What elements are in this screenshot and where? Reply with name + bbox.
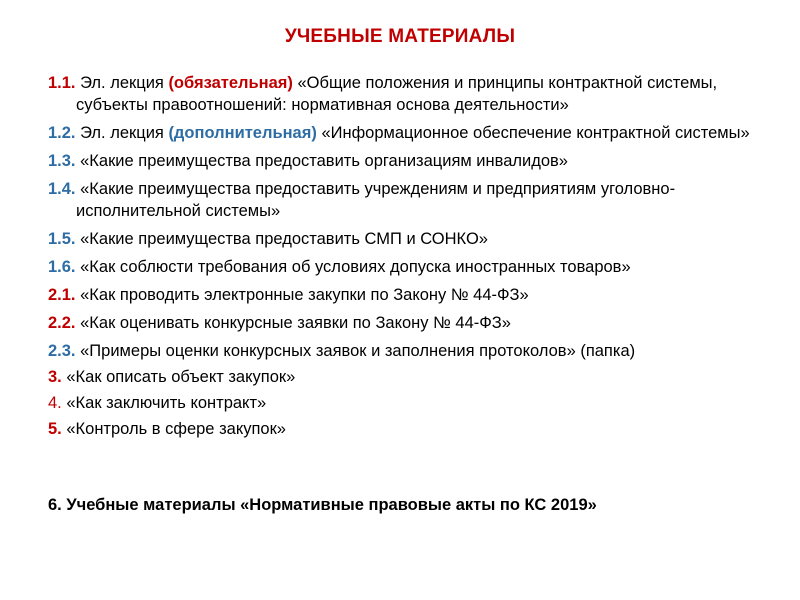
item-number: 1.6.: [48, 258, 76, 276]
item-text: «Как проводить электронные закупки по Закону № 44-ФЗ»: [75, 286, 529, 304]
item-number: 1.3.: [48, 152, 76, 170]
item-number: 1.5.: [48, 230, 76, 248]
item-text: «Как описать объект закупок»: [61, 368, 296, 386]
page-title: УЧЕБНЫЕ МАТЕРИАЛЫ: [284, 26, 516, 47]
item-number: 4.: [48, 394, 62, 412]
final-item-legal-acts[interactable]: 6. Учебные материалы «Нормативные правовые акты по КС 2019»: [48, 496, 597, 514]
list-item-2-1[interactable]: [48, 284, 768, 306]
item-text: «Как оценивать конкурсные заявки по Закону № 44-ФЗ»: [75, 314, 511, 332]
list-item-2-3[interactable]: [48, 340, 768, 362]
item-prefix: Эл. лекция: [75, 74, 169, 92]
materials-list: [48, 72, 768, 444]
item-text: «Контроль в сфере закупок»: [61, 420, 286, 438]
item-text: «Какие преимущества предоставить СМП и СОНКО»: [75, 230, 488, 248]
item-text: «Информационное обеспечение контрактной системы»: [316, 124, 750, 142]
list-item-1-2[interactable]: [48, 122, 768, 144]
item-number: 2.1.: [48, 286, 76, 304]
item-text: «Общие положения и принципы контрактной системы, субъекты правоотношений: нормативная основа деятельности»: [76, 74, 718, 114]
item-text: «Как заключить контракт»: [61, 394, 267, 412]
item-number: 2.3.: [48, 342, 76, 360]
item-number: 3.: [48, 368, 62, 386]
item-number: 1.1.: [48, 74, 76, 92]
item-text: «Какие преимущества предоставить учреждениям и предприятиям уголовно-исполнительной системы»: [75, 180, 676, 220]
list-item-1-4[interactable]: [48, 178, 768, 222]
item-prefix: Эл. лекция: [75, 124, 169, 142]
item-number: 5.: [48, 420, 62, 438]
list-item-3[interactable]: [48, 366, 768, 388]
list-item-5[interactable]: [48, 418, 768, 440]
list-item-1-5[interactable]: [48, 228, 768, 250]
item-number: 1.2.: [48, 124, 76, 142]
item-text: «Примеры оценки конкурсных заявок и заполнения протоколов» (папка): [75, 342, 636, 360]
list-item-1-1[interactable]: [48, 72, 768, 116]
list-item-1-6[interactable]: [48, 256, 768, 278]
item-text: «Как соблюсти требования об условиях допуска иностранных товаров»: [75, 258, 631, 276]
list-item-1-3[interactable]: [48, 150, 768, 172]
item-tag-optional: (дополнительная): [168, 124, 317, 142]
list-item-4[interactable]: [48, 392, 768, 414]
list-item-2-2[interactable]: [48, 312, 768, 334]
item-number: 2.2.: [48, 314, 76, 332]
item-number: 1.4.: [48, 180, 76, 198]
item-tag-required: (обязательная): [168, 74, 293, 92]
item-text: «Какие преимущества предоставить организациям инвалидов»: [75, 152, 568, 170]
